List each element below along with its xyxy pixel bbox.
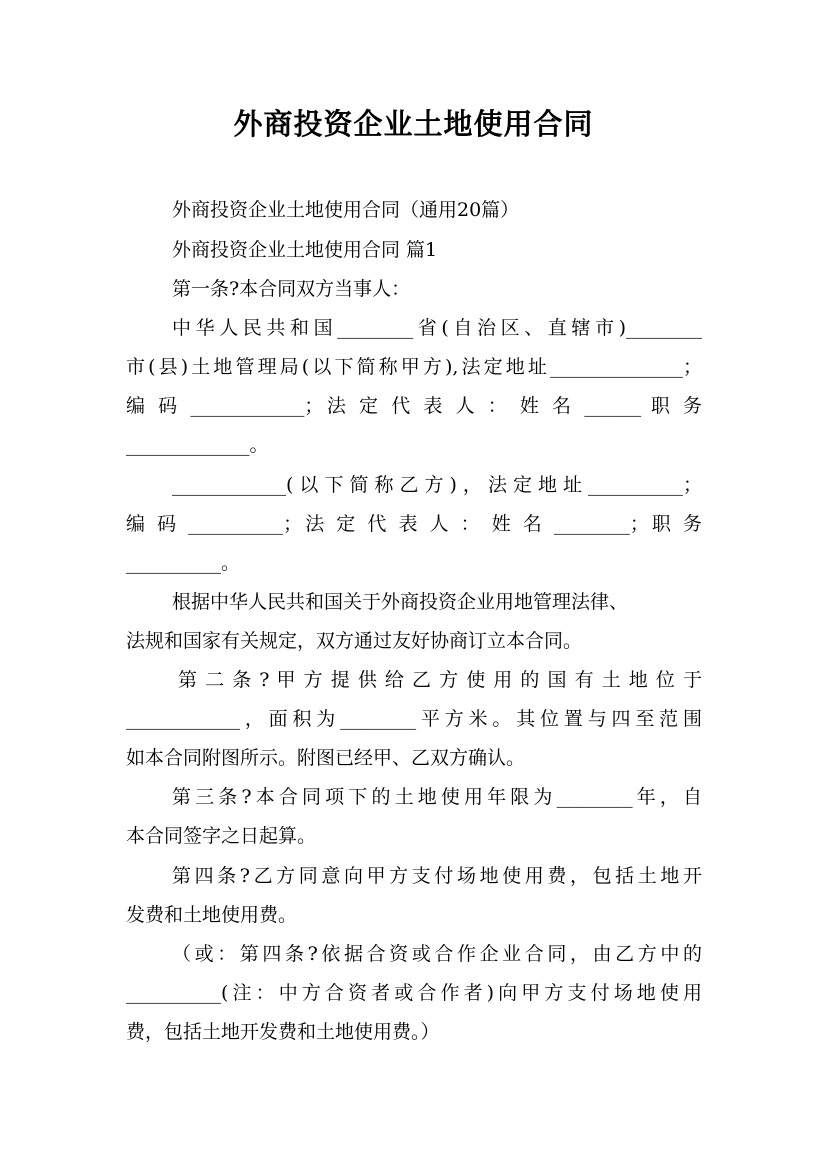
basis-paragraph-line: 根据中华人民共和国关于外商投资企业用地管理法律、 [172, 591, 629, 613]
article-3-line: 本合同签字之日起算。 [126, 825, 317, 847]
article-2-line: 第 二 条 ? 甲 方 提 供 给 乙 方 使 用 的 国 有 土 地 位 于 [178, 669, 702, 691]
document-title: 外商投资企业土地使用合同 [233, 107, 594, 141]
article-4-alt-line: __________(注：中方合资者或合作者)向甲方支付场地使用 [126, 982, 702, 1004]
section-heading: 外商投资企业土地使用合同 篇1 [172, 239, 438, 261]
article-4-alt-line: 费，包括土地开发费和土地使用费。） [126, 1021, 440, 1043]
article-1-line: _____________。 [126, 434, 269, 456]
party-b-line: 编 码 __________；法 定 代 表 人 ： 姓 名 ________；职 务 [126, 513, 702, 535]
article-2-line: ____________，面积为________平方米。其位置与四至范围 [126, 708, 702, 730]
article-2-line: 如本合同附图所示。附图已经甲、乙双方确认。 [126, 747, 526, 769]
party-b-line: __________。 [126, 552, 241, 574]
article-1-line: 编 码 ____________；法 定 代 表 人 ： 姓 名 ______ 职 务 [126, 395, 702, 417]
basis-paragraph-line: 法规和国家有关规定，双方通过友好协商订立本合同。 [126, 630, 583, 652]
doc-subtitle: 外商投资企业土地使用合同（通用20篇） [172, 199, 520, 221]
article-3-line: 第三条?本合同项下的土地使用年限为________年，自 [172, 786, 702, 808]
article-4-line: 第四条?乙方同意向甲方支付场地使用费，包括土地开 [172, 865, 702, 887]
article-1-line: 市(县)土地管理局(以下简称甲方),法定地址______________； [126, 356, 702, 378]
party-b-line: ____________(以下简称乙方)，法定地址__________； [172, 474, 702, 496]
article-1-line: 中华人民共和国________省(自治区、直辖市)________ [172, 317, 702, 339]
article-4-alt-line: （或：第四条?依据合资或合作企业合同，由乙方中的 [172, 943, 702, 965]
article-4-line: 发费和土地使用费。 [126, 904, 298, 926]
article-1-heading: 第一条?本合同双方当事人： [172, 278, 411, 300]
